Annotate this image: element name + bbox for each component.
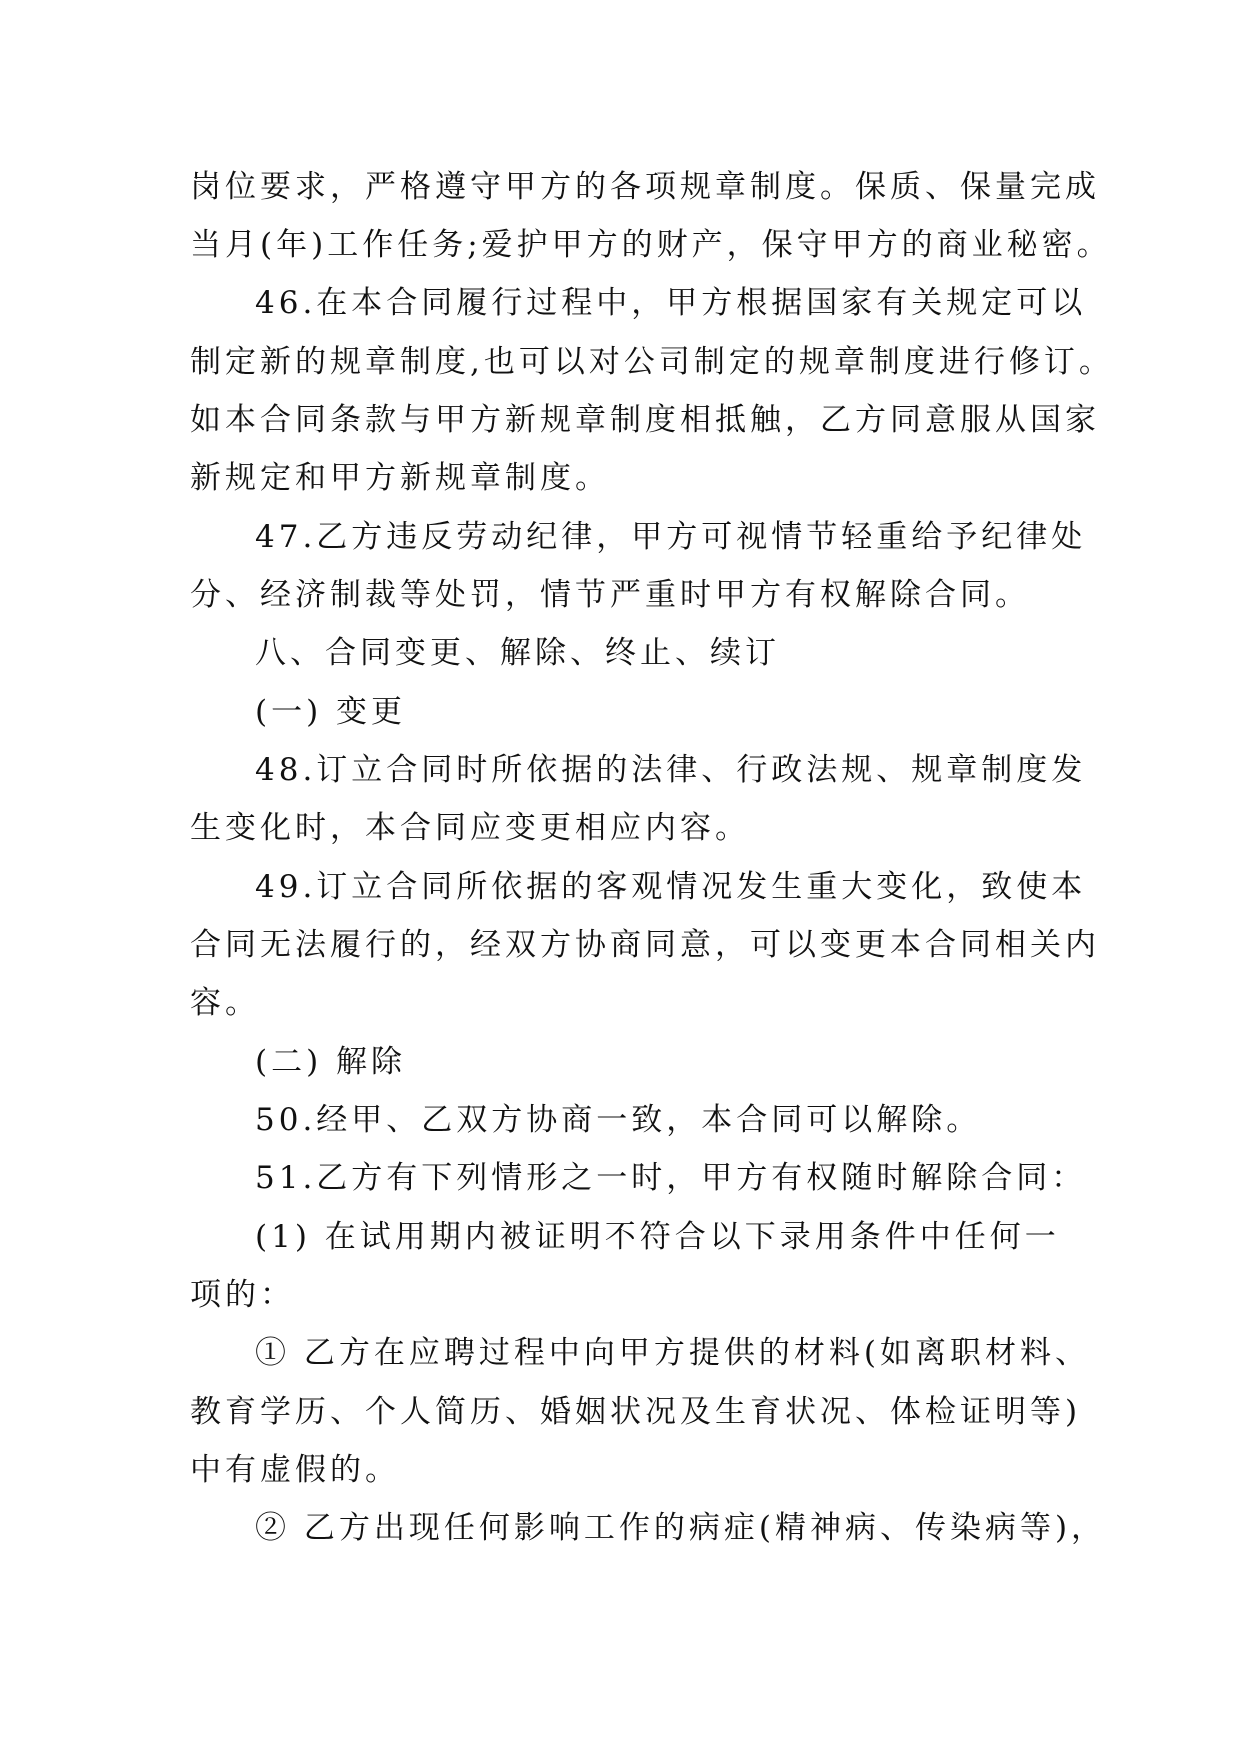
subitem-1-line-2: 教育学历、个人简历、婚姻状况及生育状况、体检证明等)	[190, 1394, 1082, 1430]
subitem-1-line-3: 中有虚假的。	[190, 1452, 400, 1488]
clause-48-line-2: 生变化时，本合同应变更相应内容。	[190, 810, 750, 846]
text-line-2: 当月(年)工作任务;爱护甲方的财产，保守甲方的商业秘密。	[190, 227, 1112, 263]
subitem-2-line-1: ② 乙方出现任何影响工作的病症(精神病、传染病等)，	[255, 1510, 1107, 1546]
clause-51: 51.乙方有下列情形之一时，甲方有权随时解除合同：	[255, 1160, 1087, 1196]
subsection-2-heading: (二) 解除	[255, 1044, 407, 1080]
clause-49-line-1: 49.订立合同所依据的客观情况发生重大变化，致使本	[255, 869, 1087, 905]
clause-48-line-1: 48.订立合同时所依据的法律、行政法规、规章制度发	[255, 752, 1087, 788]
clause-47-line-2: 分、经济制裁等处罚，情节严重时甲方有权解除合同。	[190, 577, 1030, 613]
subsection-1-heading: (一) 变更	[255, 694, 407, 730]
item-1-line-1: (1) 在试用期内被证明不符合以下录用条件中任何一	[255, 1219, 1060, 1255]
text-line-1: 岗位要求，严格遵守甲方的各项规章制度。保质、保量完成	[190, 169, 1100, 205]
subitem-1-line-1: ① 乙方在应聘过程中向甲方提供的材料(如离职材料、	[255, 1335, 1090, 1371]
clause-49-line-3: 容。	[190, 985, 260, 1021]
clause-46-line-4: 新规定和甲方新规章制度。	[190, 460, 610, 496]
item-1-line-2: 项的：	[190, 1277, 295, 1313]
clause-46-line-2: 制定新的规章制度,也可以对公司制定的规章制度进行修订。	[190, 344, 1114, 380]
clause-49-line-2: 合同无法履行的，经双方协商同意，可以变更本合同相关内	[190, 927, 1100, 963]
section-8-heading: 八、合同变更、解除、终止、续订	[255, 635, 780, 671]
clause-46-line-1: 46.在本合同履行过程中，甲方根据国家有关规定可以	[255, 285, 1087, 321]
clause-46-line-3: 如本合同条款与甲方新规章制度相抵触，乙方同意服从国家	[190, 402, 1100, 438]
clause-50: 50.经甲、乙双方协商一致，本合同可以解除。	[255, 1102, 982, 1138]
clause-47-line-1: 47.乙方违反劳动纪律，甲方可视情节轻重给予纪律处	[255, 519, 1087, 555]
